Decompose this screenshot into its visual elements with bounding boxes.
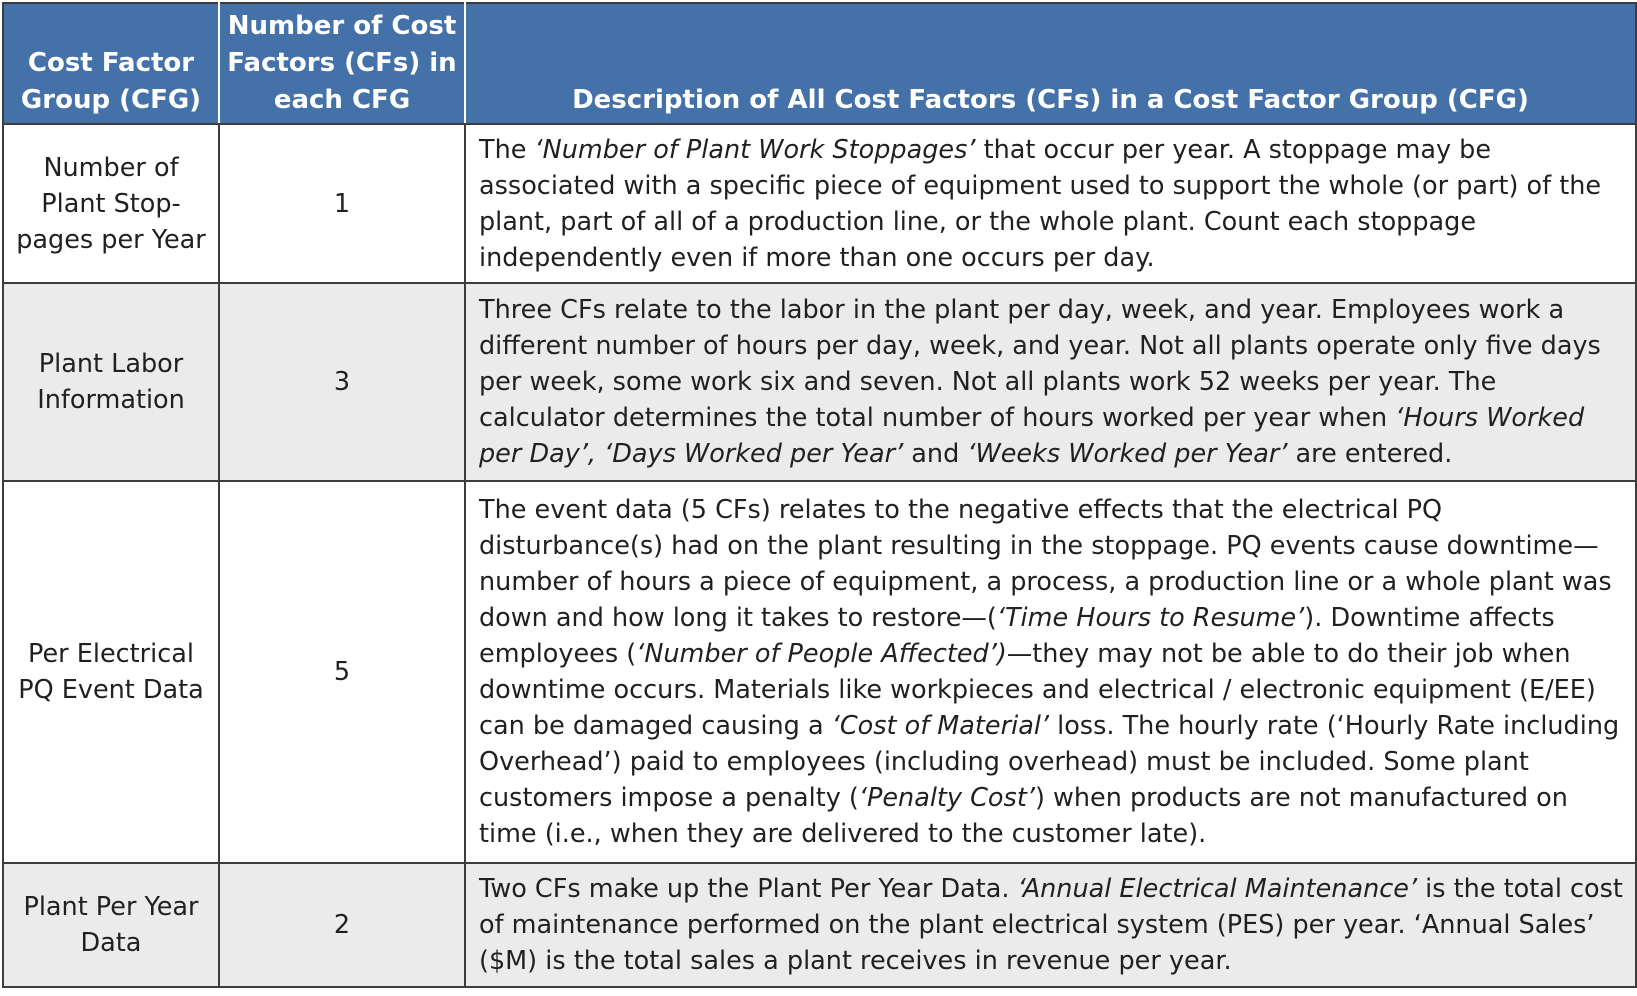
- cell-count: 2: [219, 863, 465, 987]
- cell-description: [465, 863, 1636, 987]
- cell-count: 1: [219, 124, 465, 283]
- description-text: —they may not be able to do their job when downtime occurs. Materials like workpieces and electrical / electronic equipment (E/EE) can be damaged causing a: [479, 639, 1596, 741]
- table-row: [3, 283, 1636, 481]
- header-description: Description of All Cost Factors (CFs) in a Cost Factor Group (CFG): [465, 3, 1636, 124]
- cost-factor-name: ‘Annual Electrical Maintenance’: [1017, 874, 1418, 904]
- description-text: is the total cost of maintenance performed on the plant electrical system (PES) per year. ‘Annual Sales’ ($M) is the total sales a plant receives in revenue per year.: [479, 874, 1623, 976]
- description-text: are entered.: [1287, 439, 1453, 469]
- header-row: [3, 3, 1636, 124]
- description-text: Three CFs relate to the labor in the plant per day, week, and year. Employees work a different number of hours per day, week, and year. Not all plants operate only five days per week, some work six and seven. Not all plants work 52 weeks per year. The calculator determines the total number of hours worked per year when: [479, 295, 1601, 433]
- cell-group: Per Electrical PQ Event Data: [3, 481, 219, 863]
- cell-count: 3: [219, 283, 465, 481]
- cost-factor-name: ‘Cost of Material’: [831, 711, 1050, 741]
- header-cost-factor-group: Cost Factor Group (CFG): [3, 3, 219, 124]
- description-text: The event data (5 CFs) relates to the negative effects that the electrical PQ disturbance(s) had on the plant resulting in the stoppage. PQ events cause downtime—number of hours a piece of equipment, a process, a production line or a whole plant was down and how long it takes to restore—(: [479, 495, 1612, 633]
- cell-description: [465, 481, 1636, 863]
- cell-description: [465, 283, 1636, 481]
- description-text: ) when products are not manufactured on time (i.e., when they are delivered to the customer late).: [479, 783, 1568, 849]
- description-text: Two CFs make up the Plant Per Year Data.: [479, 874, 1018, 904]
- description-text: loss. The hourly rate (‘Hourly Rate including Overhead’) paid to employees (including overhead) must be included. Some plant customers impose a penalty (: [479, 711, 1620, 813]
- cost-factor-table-container: [2, 2, 1635, 988]
- cell-count: 5: [219, 481, 465, 863]
- cost-factor-name: ‘Weeks Worked per Year’: [967, 439, 1288, 469]
- description-text: that occur per year. A stoppage may be associated with a specific piece of equipment used to support the whole (or part) of the plant, part of all of a production line, or the whole plant. Count each stoppage independently even if more than one occurs per day.: [479, 134, 1602, 273]
- description-text: and: [903, 439, 968, 469]
- cost-factor-table: [2, 2, 1637, 988]
- table-row: [3, 863, 1636, 987]
- cost-factor-name: ‘Hours Worked per Day’, ‘Days Worked per Year’: [479, 403, 1585, 469]
- cell-group: Plant Per Year Data: [3, 863, 219, 987]
- header-number-of-cost-factors: Number of Cost Factors (CFs) in each CFG: [219, 3, 465, 124]
- cost-factor-name: ‘Penalty Cost’: [858, 783, 1035, 813]
- cost-factor-name: ‘Number of Plant Work Stoppages’: [534, 134, 976, 165]
- table-row: [3, 481, 1636, 863]
- cost-factor-name: ‘Number of People Affected’): [636, 639, 1007, 669]
- cell-description: [465, 124, 1636, 283]
- table-row: [3, 124, 1636, 283]
- description-text: The: [479, 134, 535, 165]
- cell-group: Number of Plant Stop-pages per Year: [3, 124, 219, 283]
- cost-factor-name: ‘Time Hours to Resume’: [996, 603, 1305, 633]
- description-text: ). Downtime affects employees (: [479, 603, 1555, 669]
- cell-group: Plant Labor Information: [3, 283, 219, 481]
